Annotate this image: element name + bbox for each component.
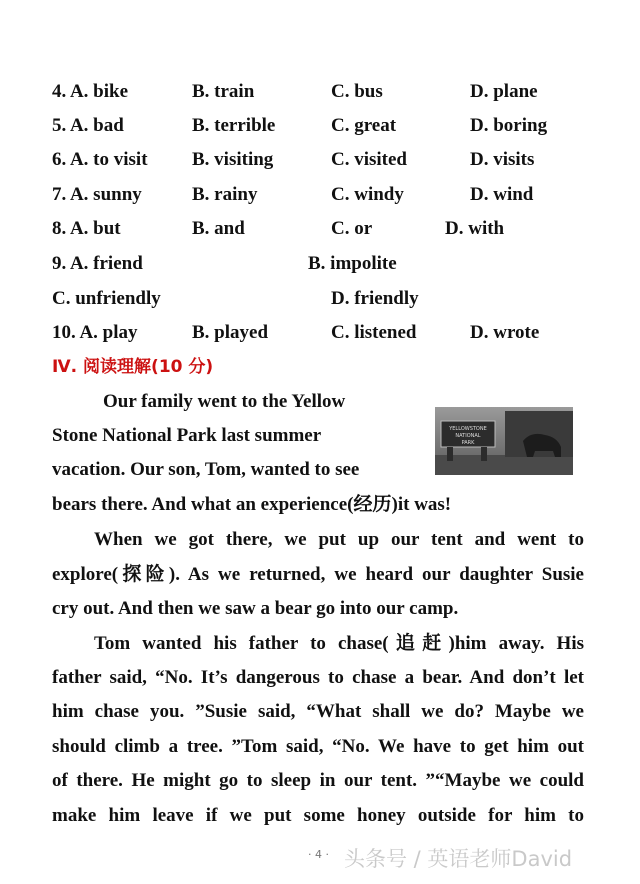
yellowstone-sign-photo xyxy=(435,407,573,475)
passage-line: vacation. Our son, Tom, wanted to see xyxy=(52,459,360,480)
q6-option-b: B. visiting xyxy=(192,149,274,170)
q8-option-c: C. or xyxy=(331,218,373,239)
passage-line: should climb a tree. ”Tom said, “No. We have to get him out xyxy=(52,736,584,757)
passage-line: cry out. And then we saw a bear go into our camp. xyxy=(52,598,459,619)
q10-option-b: B. played xyxy=(192,322,269,343)
sign-text-line: YELLOWSTONE xyxy=(449,426,487,432)
q6-option-d: D. visits xyxy=(470,149,535,170)
q8-option-a: 8. A. but xyxy=(52,218,121,239)
q10-option-d: D. wrote xyxy=(470,322,540,343)
q6-option-a: 6. A. to visit xyxy=(52,149,148,170)
passage-line: bears there. And what an experience(经历)it was! xyxy=(52,494,452,515)
q10-option-c: C. listened xyxy=(331,322,417,343)
passage-line: him chase you. ”Susie said, “What shall we do? Maybe we xyxy=(52,701,584,722)
passage-line: When we got there, we put up our tent and went to xyxy=(94,529,584,550)
q9-option-c: C. unfriendly xyxy=(52,288,161,309)
q6-option-c: C. visited xyxy=(331,149,407,170)
q5-option-d: D. boring xyxy=(470,115,548,136)
passage-line: Tom wanted his father to chase(追赶)him away. His xyxy=(94,633,584,654)
q9-option-d: D. friendly xyxy=(331,288,419,309)
passage-line: Stone National Park last summer xyxy=(52,425,322,446)
watermark-text: 头条号 / 英语老师David xyxy=(344,847,573,871)
q9-option-a: 9. A. friend xyxy=(52,253,143,274)
sign-text-line: PARK xyxy=(461,440,475,446)
q7-option-c: C. windy xyxy=(331,184,404,205)
passage-line: make him leave if we put some honey outside for him to xyxy=(52,805,584,826)
q8-option-d: D. with xyxy=(445,218,505,239)
q5-option-b: B. terrible xyxy=(192,115,276,136)
page-number: · 4 · xyxy=(308,848,329,861)
q4-option-c: C. bus xyxy=(331,81,383,102)
passage-line: father said, “No. It’s dangerous to chase a bear. And don’t let xyxy=(52,667,584,688)
q4-option-d: D. plane xyxy=(470,81,538,102)
q4-option-a: 4. A. bike xyxy=(52,81,129,102)
section-heading: Ⅳ. 阅读理解(10 分) xyxy=(52,357,214,377)
sign-text-line: NATIONAL xyxy=(455,433,481,439)
photo-illustration xyxy=(435,407,573,475)
q5-option-c: C. great xyxy=(331,115,397,136)
passage-line: Our family went to the Yellow xyxy=(103,391,346,412)
q9-option-b: B. impolite xyxy=(308,253,397,274)
q8-option-b: B. and xyxy=(192,218,245,239)
q4-option-b: B. train xyxy=(192,81,255,102)
q7-option-b: B. rainy xyxy=(192,184,258,205)
passage-line: explore(探险). As we returned, we heard our daughter Susie xyxy=(52,564,584,585)
passage-line: of there. He might go to sleep in our tent. ”“Maybe we could xyxy=(52,770,584,791)
q10-option-a: 10. A. play xyxy=(52,322,138,343)
q7-option-a: 7. A. sunny xyxy=(52,184,142,205)
q7-option-d: D. wind xyxy=(470,184,534,205)
q5-option-a: 5. A. bad xyxy=(52,115,124,136)
